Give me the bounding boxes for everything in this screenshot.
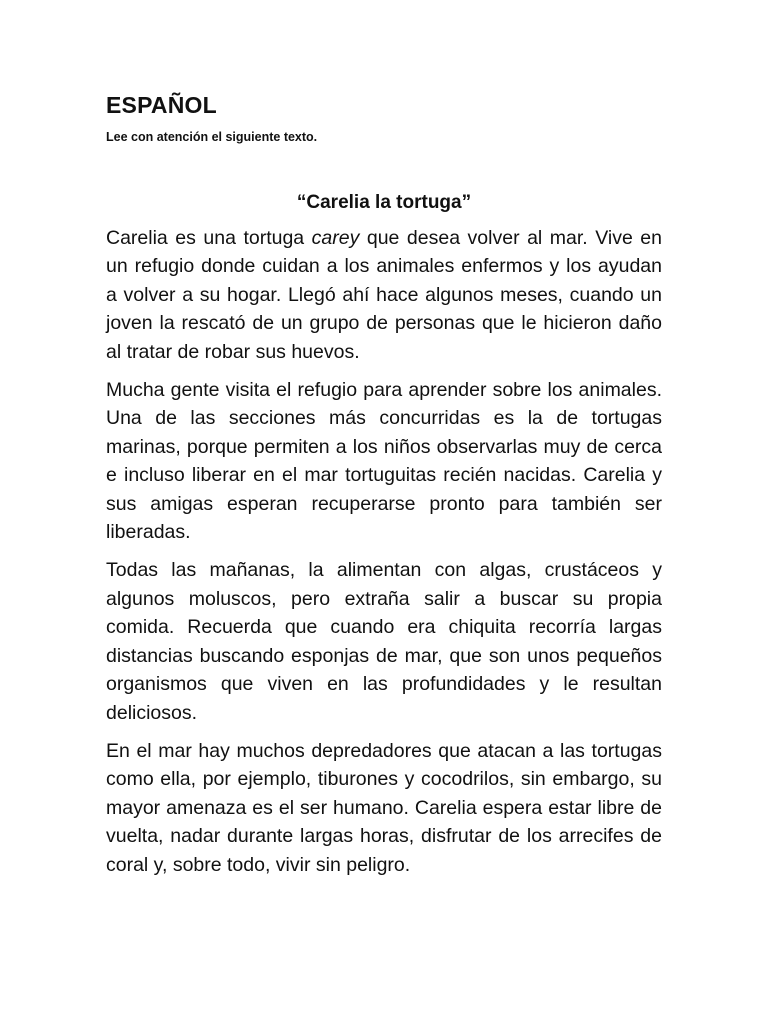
story-paragraph-2: Mucha gente visita el refugio para aprender sobre los animales. Una de las secciones más concurridas es la de tortugas marinas, porque permiten a los niños observarlas muy de cerca e incluso liberar en el mar tortuguitas recién nacidas. Carelia y sus amigas esperan recuperarse pronto para también ser liberadas. <box>106 379 662 544</box>
instruction-text: Lee con atención el siguiente texto. <box>106 130 318 144</box>
document-page <box>106 88 662 879</box>
italic-word-carey: carey <box>311 227 360 249</box>
subject-heading: ESPAÑOL <box>106 92 217 118</box>
paragraph-1-start: Carelia es una tortuga <box>106 227 312 249</box>
paragraph-1-rest: que desea volver al mar. Vive en un refugio donde cuidan a los animales enfermos y los ayudan a volver a su hogar. Llegó ahí hace algunos meses, cuando un joven la rescató de un grupo de personas que le hicieron daño al tratar de robar sus huevos. <box>106 227 662 363</box>
story-paragraph-3: Todas las mañanas, la alimentan con algas, crustáceos y algunos moluscos, pero extraña salir a buscar su propia comida. Recuerda que cuando era chiquita recorría largas distancias buscando esponjas de mar, que son unos pequeños organismos que viven en las profundidades y le resultan deliciosos. <box>106 559 662 724</box>
story-paragraph-4: En el mar hay muchos depredadores que atacan a las tortugas como ella, por ejemplo, tiburones y cocodrilos, sin embargo, su mayor amenaza es el ser humano. Carelia espera estar libre de vuelta, nadar durante largas horas, disfrutar de los arrecifes de coral y, sobre todo, vivir sin peligro. <box>106 739 662 876</box>
story-title: “Carelia la tortuga” <box>296 192 472 213</box>
story-paragraph-1 <box>106 224 662 366</box>
